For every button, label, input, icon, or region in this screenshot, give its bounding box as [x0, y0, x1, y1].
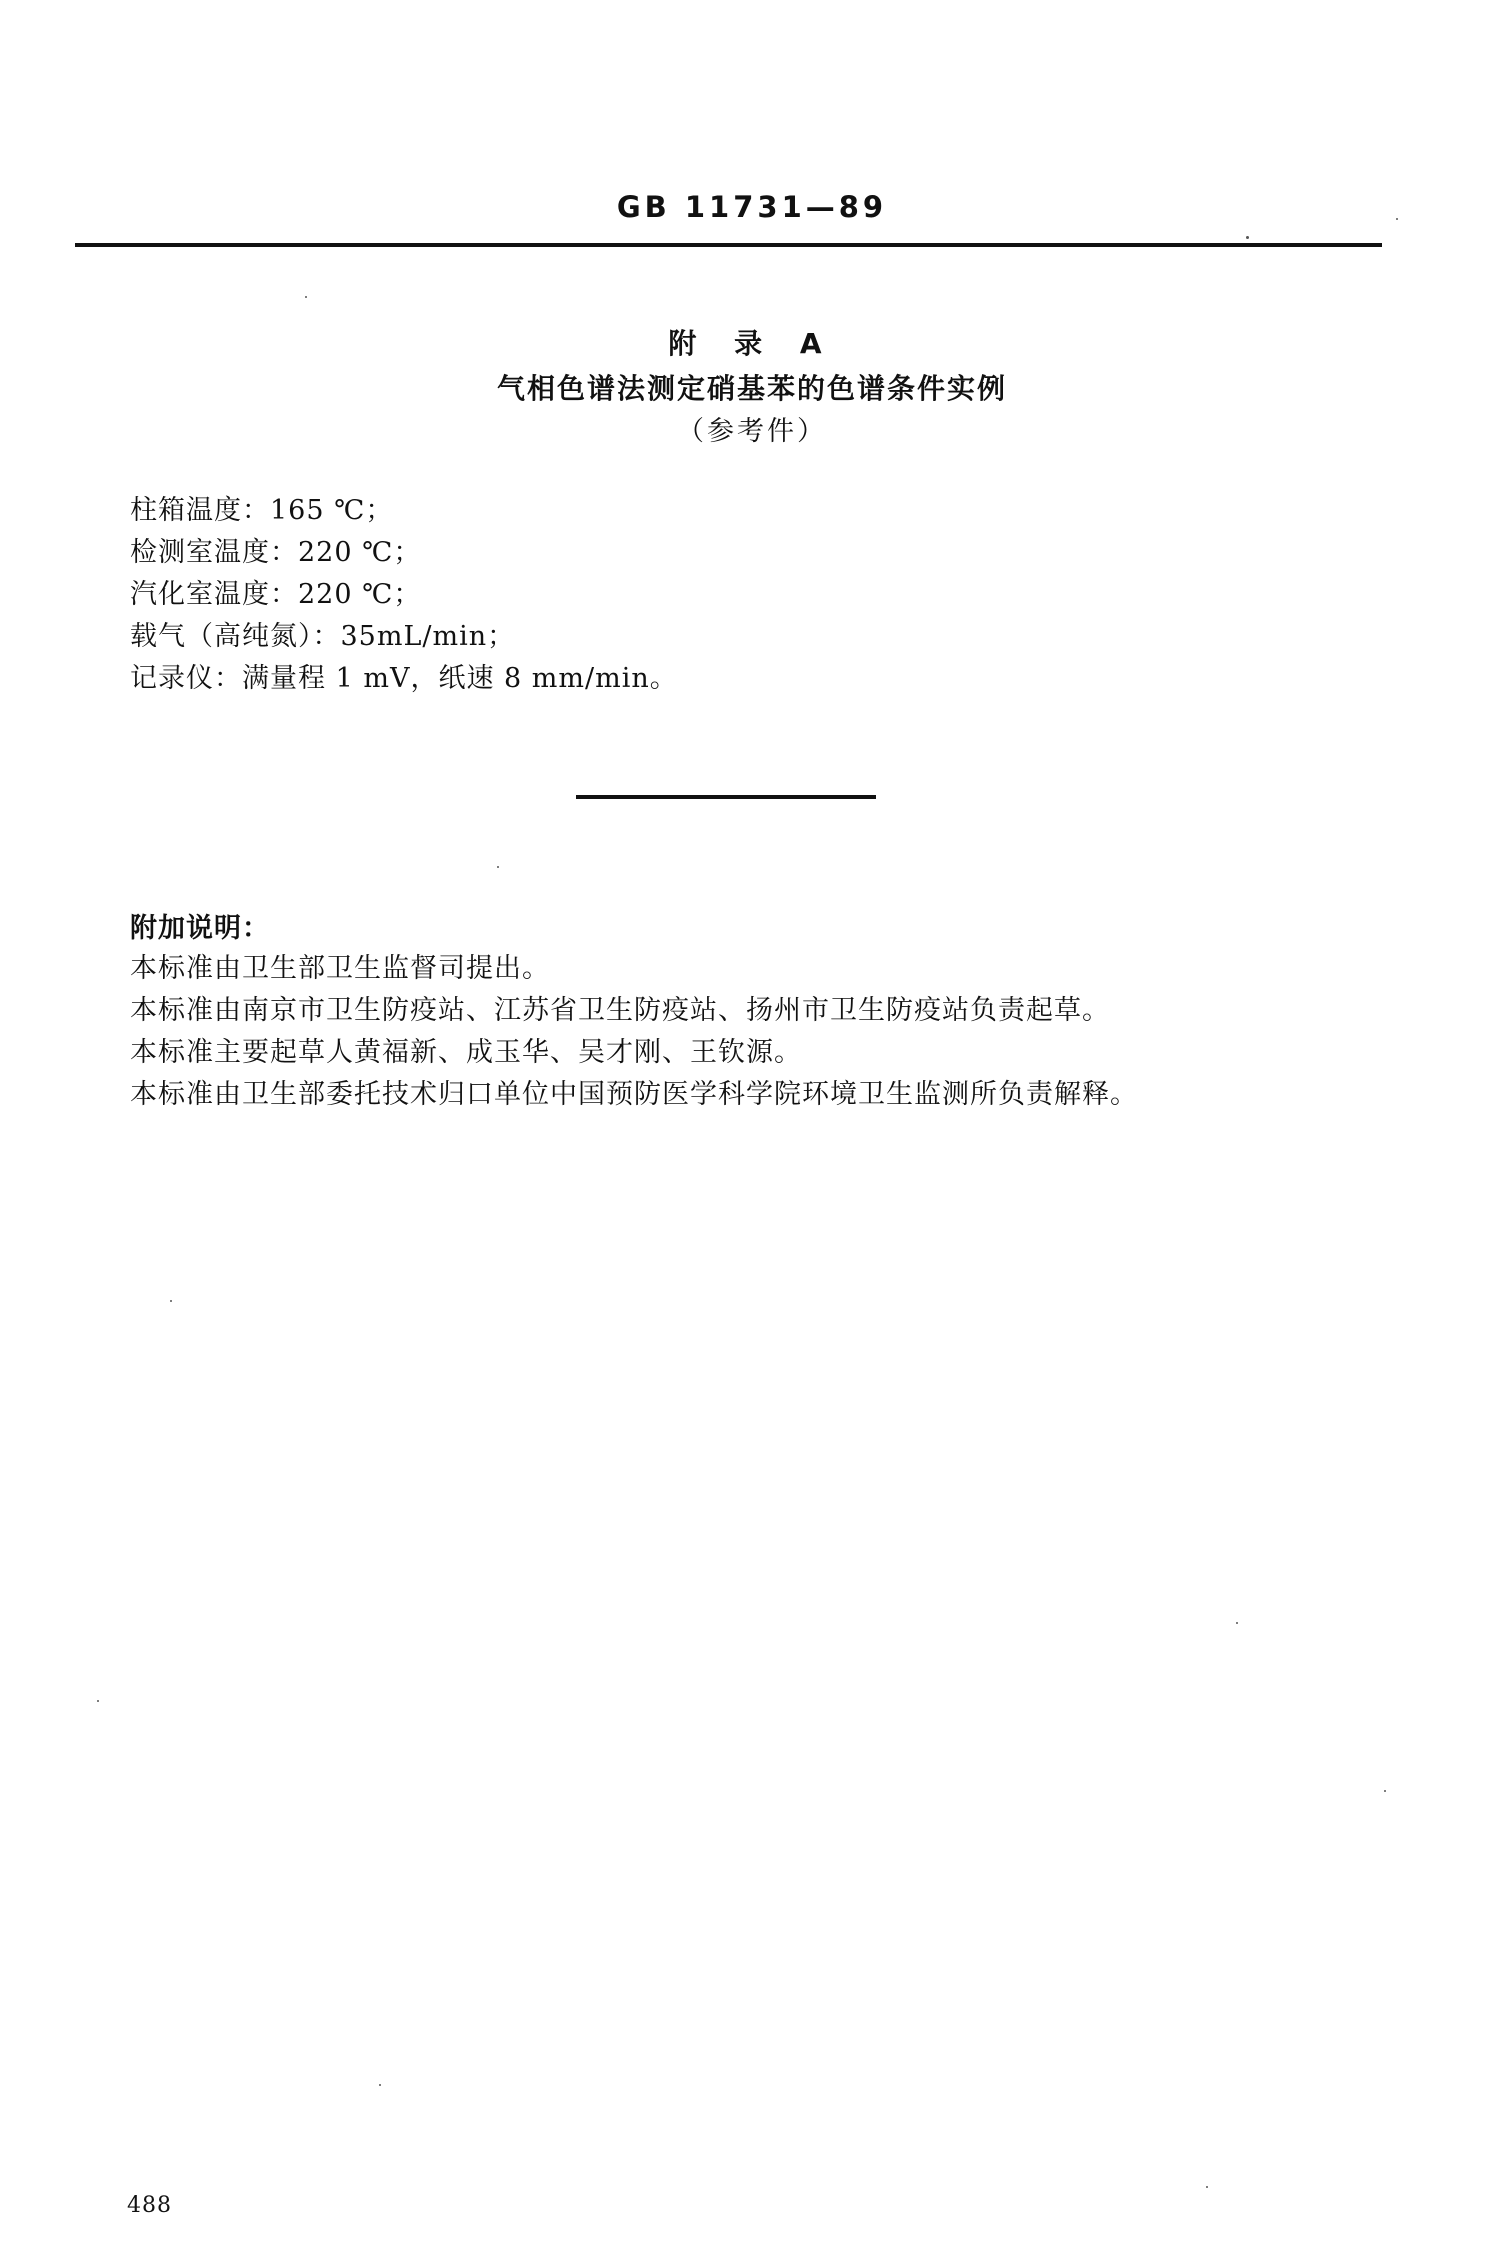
condition-detector-temperature: 检测室温度：220 ℃；: [130, 537, 422, 568]
scan-speck: [1236, 1622, 1238, 1624]
additional-notes: [130, 948, 1138, 1116]
condition-recorder: 记录仪：满量程 1 mV，纸速 8 mm/min。: [130, 663, 678, 694]
note-item: 本标准由南京市卫生防疫站、江苏省卫生防疫站、扬州市卫生防疫站负责起草。: [130, 995, 1110, 1026]
appendix-title: 附 录 A: [668, 327, 836, 360]
page-number: 488: [127, 2193, 172, 2218]
chromatography-conditions: [130, 490, 678, 700]
scan-speck: [1384, 1790, 1386, 1792]
note-item: 本标准由卫生部委托技术归口单位中国预防医学科学院环境卫生监测所负责解释。: [130, 1079, 1138, 1110]
appendix-note: （参考件）: [677, 416, 827, 447]
scan-speck: [97, 1700, 99, 1702]
scan-speck: [170, 1300, 172, 1302]
note-item: 本标准由卫生部卫生监督司提出。: [130, 953, 550, 984]
appendix-subtitle: 气相色谱法测定硝基苯的色谱条件实例: [496, 372, 1007, 405]
condition-carrier-gas: 载气（高纯氮）：35mL/min；: [130, 621, 516, 652]
scan-speck: [497, 866, 499, 868]
scan-speck: [305, 296, 307, 298]
note-item: 本标准主要起草人黄福新、成玉华、吴才刚、王钦源。: [130, 1037, 802, 1068]
scan-speck: [1206, 2186, 1208, 2188]
condition-column-temperature: 柱箱温度：165 ℃；: [130, 495, 394, 526]
standard-code: GB 11731—89: [616, 190, 888, 224]
section-divider: [576, 795, 876, 799]
scan-speck: [1246, 236, 1249, 239]
header-rule: [75, 243, 1382, 247]
additional-notes-heading: 附加说明：: [130, 913, 270, 944]
condition-vaporizer-temperature: 汽化室温度：220 ℃；: [130, 579, 422, 610]
scan-speck: [379, 2084, 381, 2086]
scan-speck: [1396, 218, 1398, 220]
